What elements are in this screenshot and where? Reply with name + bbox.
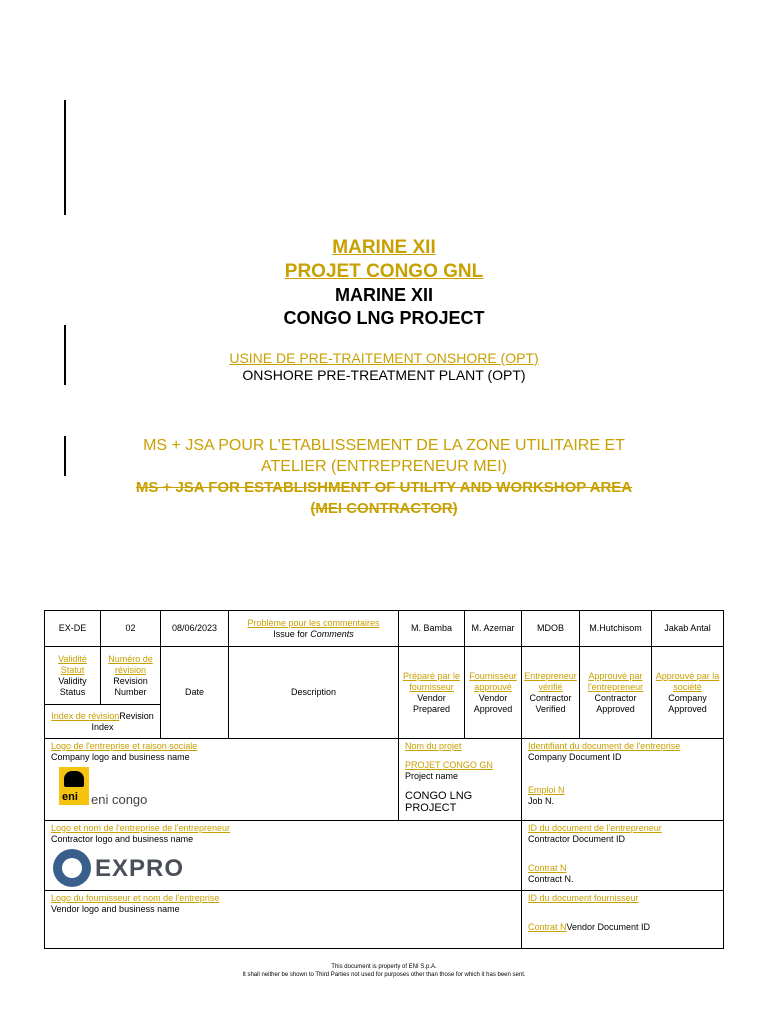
- revision-table: [44, 610, 724, 949]
- expro-logo: [53, 849, 515, 887]
- vendor-contract-line: [528, 922, 717, 933]
- contractor-verified-value: MDOB: [522, 611, 580, 647]
- vendor-approved-value: M. Azemar: [465, 611, 522, 647]
- prepared-header: [399, 647, 465, 739]
- company-logo-label-en: Company logo and business name: [51, 752, 190, 762]
- index-header: [45, 705, 161, 739]
- doc-title-en-line1: MS + JSA FOR ESTABLISHMENT OF UTILITY AND WORKSHOP AREA: [135, 479, 633, 496]
- validity-header-fr: Validité Statut: [58, 653, 87, 675]
- project-name-value: CONGO LNG PROJECT: [405, 790, 473, 814]
- date-value: 08/06/2023: [161, 611, 229, 647]
- expro-mark-icon: [53, 849, 91, 887]
- prepared-header-fr: Préparé par le fournisseur: [402, 670, 461, 692]
- project-name-cell: [399, 739, 522, 821]
- header-row-1: [45, 647, 724, 705]
- footer-notice: [0, 963, 768, 979]
- contractor-verified-header-en: Contractor Verified: [529, 692, 572, 714]
- company-logo-label-fr: Logo de l'entreprise et raison sociale: [51, 741, 198, 751]
- company-row: [45, 739, 724, 821]
- plant-en: ONSHORE PRE-TREATMENT PLANT (OPT): [242, 367, 526, 383]
- revision-header-fr: Numéro de révision: [108, 653, 153, 675]
- prepared-header-en: Vendor Prepared: [412, 692, 451, 714]
- document-title: [0, 435, 768, 519]
- project-name-label-fr: Nom du projet: [405, 741, 462, 751]
- job-label-en: Job N.: [528, 796, 555, 806]
- company-approved-header: [652, 647, 724, 739]
- company-doc-id-label-en: Company Document ID: [528, 752, 622, 762]
- vendor-row: [45, 891, 724, 949]
- margin-bar-top: [64, 100, 66, 215]
- validity-value: EX-DE: [45, 611, 101, 647]
- date-header: Date: [161, 647, 229, 739]
- footer-line1: This document is property of ENI S.p.A.: [331, 964, 437, 970]
- vendor-doc-id-label-fr: ID du document fournisseur: [528, 893, 639, 903]
- index-header-en: Revision Index: [91, 710, 154, 732]
- vendor-approved-header: [465, 647, 522, 739]
- doc-title-fr-line1: MS + JSA POUR L'ETABLISSEMENT DE LA ZONE UTILITAIRE ET: [143, 437, 625, 454]
- eni-logo: [59, 767, 392, 805]
- validity-header: [45, 647, 101, 705]
- description-header: Description: [229, 647, 399, 739]
- plant-title: [0, 350, 768, 384]
- description-value: [229, 611, 399, 647]
- description-en-italic: Comments: [310, 628, 354, 639]
- contract-label-fr: Contrat N: [528, 863, 567, 873]
- doc-title-fr-line2: ATELIER (ENTREPRENEUR MEI): [261, 458, 507, 475]
- company-doc-id-label-fr: Identifiant du document de l'entreprise: [528, 741, 681, 751]
- revision-row: [45, 611, 724, 647]
- contractor-verified-header-fr: Entrepreneur vérifié: [524, 670, 577, 692]
- validity-header-en: Validity Status: [58, 675, 87, 697]
- company-logo-cell: [45, 739, 399, 821]
- vendor-logo-cell: [45, 891, 522, 949]
- contractor-logo-label-en: Contractor logo and business name: [51, 834, 194, 844]
- vendor-doc-id-cell: [522, 891, 724, 949]
- contractor-approved-header: [580, 647, 652, 739]
- eni-logo-text: eni: [62, 791, 78, 803]
- description-en-prefix: Issue for: [273, 628, 311, 639]
- footer-line2: It shall neither be shown to Third Parties not used for purposes other than those for which it has been sent.: [242, 972, 526, 978]
- contractor-approved-header-fr: Approuvé par l'entrepreneur: [587, 670, 644, 692]
- contractor-approved-header-en: Contractor Approved: [594, 692, 637, 714]
- revision-header: [101, 647, 161, 705]
- contractor-approved-value: M.Hutchisom: [580, 611, 652, 647]
- vendor-approved-header-fr: Fournisseur approuvé: [469, 670, 517, 692]
- plant-fr: USINE DE PRE-TRAITEMENT ONSHORE (OPT): [229, 350, 539, 366]
- eni-dog-icon: [59, 767, 89, 805]
- company-approved-header-en: Company Approved: [668, 692, 707, 714]
- project-code: PROJET CONGO GN: [405, 760, 493, 770]
- prepared-value: M. Bamba: [399, 611, 465, 647]
- vendor-logo-label-en: Vendor logo and business name: [51, 904, 180, 914]
- title-en-line1: MARINE XII: [334, 285, 433, 305]
- description-fr: Problème pour les commentaires: [247, 617, 380, 628]
- contractor-doc-id-label-fr: ID du document de l'entrepreneur: [528, 823, 662, 833]
- vendor-contract-label-fr: Contrat N: [528, 922, 567, 932]
- company-approved-value: Jakab Antal: [652, 611, 724, 647]
- title-en-line2: CONGO LNG PROJECT: [283, 308, 485, 328]
- contractor-logo-cell: [45, 821, 522, 891]
- vendor-doc-id-label-en: Vendor Document ID: [566, 922, 651, 932]
- project-name-label-en: Project name: [405, 771, 459, 781]
- contractor-logo-label-fr: Logo et nom de l'entreprise de l'entrepreneur: [51, 823, 231, 833]
- index-header-fr: Index de révision: [51, 710, 120, 721]
- vendor-logo-label-fr: Logo du fournisseur et nom de l'entreprise: [51, 893, 220, 903]
- company-approved-header-fr: Approuvé par la société: [655, 670, 720, 692]
- company-doc-id-cell: [522, 739, 724, 821]
- revision-value: 02: [101, 611, 161, 647]
- contractor-doc-id-cell: [522, 821, 724, 891]
- title-fr-line1: MARINE XII: [332, 237, 436, 258]
- contractor-verified-header: [522, 647, 580, 739]
- vendor-approved-header-en: Vendor Approved: [473, 692, 513, 714]
- description-en: [230, 629, 397, 640]
- revision-header-en: Revision Number: [113, 675, 148, 697]
- doc-title-en-line2: (MEI CONTRACTOR): [310, 500, 458, 517]
- contractor-row: [45, 821, 724, 891]
- title-fr-line2: PROJET CONGO GNL: [284, 261, 484, 282]
- expro-logo-text: EXPRO: [95, 854, 185, 882]
- eni-congo-text: eni congo: [91, 792, 148, 807]
- project-title: [0, 236, 768, 330]
- job-label-fr: Emploi N: [528, 785, 565, 795]
- contractor-doc-id-label-en: Contractor Document ID: [528, 834, 626, 844]
- contract-label-en: Contract N.: [528, 874, 574, 884]
